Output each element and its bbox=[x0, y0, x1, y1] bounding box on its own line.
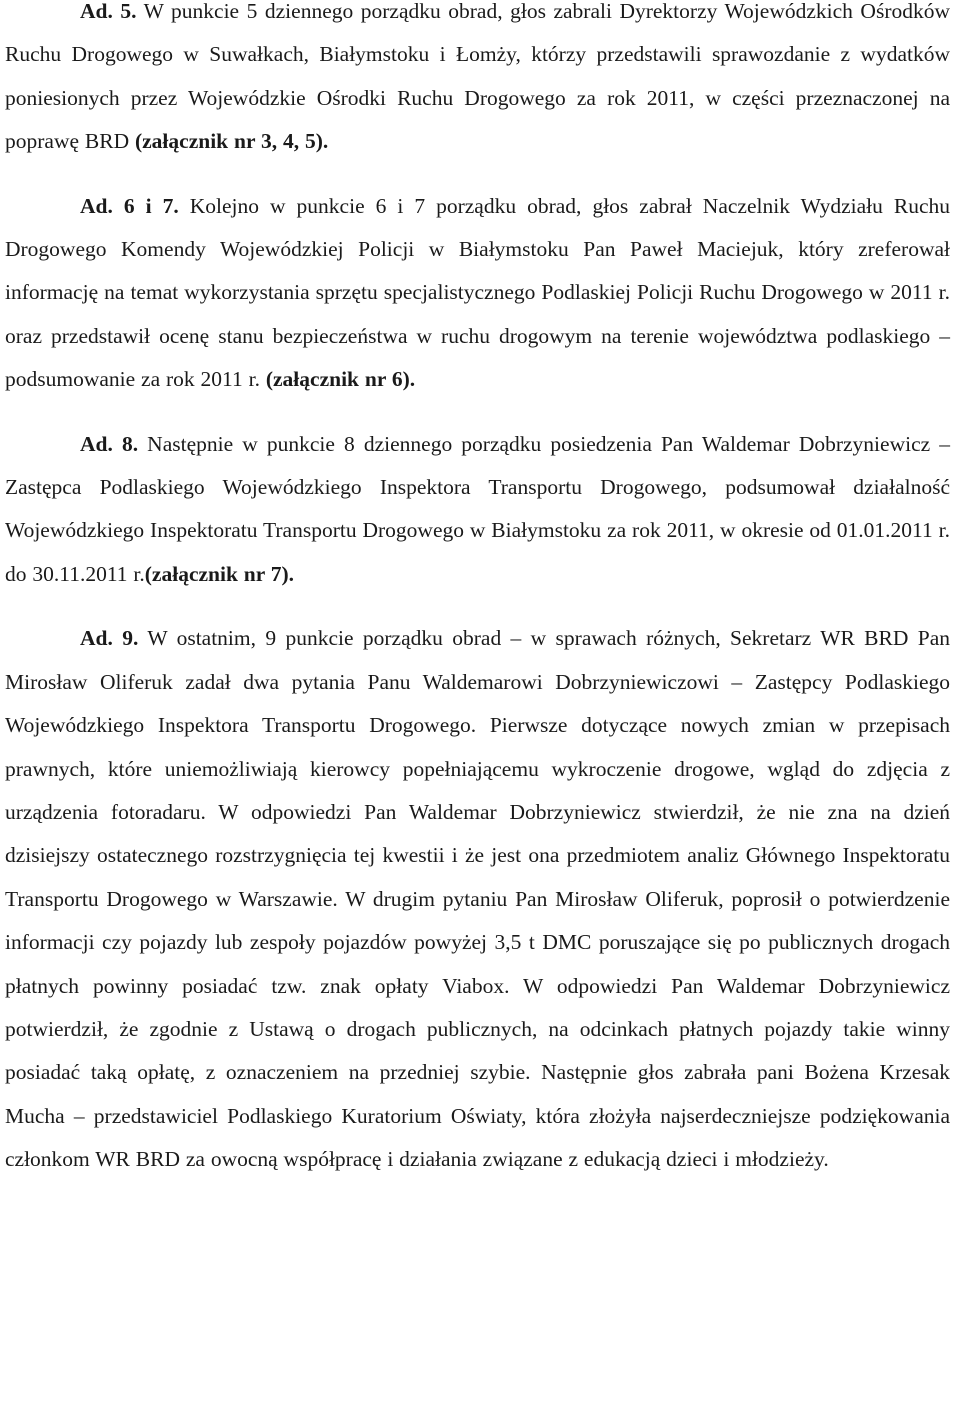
paragraph-heading: Ad. 5. bbox=[80, 0, 137, 23]
attachment-reference: (załącznik nr 6). bbox=[265, 367, 416, 392]
paragraph-heading: Ad. 6 i 7. bbox=[80, 193, 179, 218]
paragraph-ad-9 bbox=[5, 617, 950, 1181]
paragraph-ad-8 bbox=[5, 423, 950, 597]
paragraph-heading: Ad. 8. bbox=[80, 431, 139, 456]
paragraph-heading: Ad. 9. bbox=[80, 626, 139, 651]
paragraph-text: Kolejno w punkcie 6 i 7 porządku obrad, głos zabrał Naczelnik Wydziału Ruchu Drogowego Komendy Wojewódzkiej Policji w Białymstoku Pan Paweł Maciejuk, który zreferował informację na temat wykorzystania sprzętu specjalistycznego Podlaskiej Policji Ruchu Drogowego w 2011 r. oraz przedstawił ocenę stanu bezpieczeństwa w ruchu drogowym na terenie województwa podlaskiego – podsumowanie za rok 2011 r. bbox=[5, 193, 950, 392]
paragraph-ad-5 bbox=[5, 0, 950, 164]
paragraph-text: W punkcie 5 dziennego porządku obrad, głos zabrali Dyrektorzy Wojewódzkich Ośrodków Ruchu Drogowego w Suwałkach, Białymstoku i Łomży, którzy przedstawili sprawozdanie z wydatków poniesionych przez Wojewódzkie Ośrodki Ruchu Drogowego za rok 2011, w części przeznaczonej na poprawę BRD bbox=[5, 0, 951, 154]
attachment-reference: (załącznik nr 3, 4, 5). bbox=[134, 129, 329, 154]
paragraph-text: W ostatnim, 9 punkcie porządku obrad – w sprawach różnych, Sekretarz WR BRD Pan Mirosław Oliferuk zadał dwa pytania Panu Waldemarowi Dobrzyniewiczowi – Zastępcy Podlaskiego Wojewódzkiego Inspektora Transportu Drogowego. Pierwsze dotyczące nowych zmian w przepisach prawnych, które uniemożliwiają kierowcy popełniającemu wykroczenie drogowe, wgląd do zdjęcia z urządzenia fotoradaru. W odpowiedzi Pan Waldemar Dobrzyniewicz stwierdził, że nie zna na dzień dzisiejszy ostatecznego rozstrzygnięcia tej kwestii i że jest ona przedmiotem analiz Głównego Inspektoratu Transportu Drogowego w Warszawie. W drugim pytaniu Pan Mirosław Oliferuk, poprosił o potwierdzenie informacji czy pojazdy lub zespoły pojazdów powyżej 3,5 t DMC poruszające się po publicznych drogach płatnych powinny posiadać tzw. znak opłaty Viabox. W odpowiedzi Pan Waldemar Dobrzyniewicz potwierdził, że zgodnie z Ustawą o drogach publicznych, na odcinkach płatnych pojazdy takie winny posiadać taką opłatę, z oznaczeniem na przedniej szybie. Następnie głos zabrała pani Bożena Krzesak Mucha – przedstawiciel Podlaskiego Kuratorium Oświaty, która złożyła najserdeczniejsze podziękowania członkom WR BRD za owocną współpracę i działania związane z edukacją dzieci i młodzieży. bbox=[5, 626, 950, 1172]
attachment-reference: (załącznik nr 7). bbox=[144, 561, 295, 586]
paragraph-ad-6-7 bbox=[5, 185, 950, 402]
paragraph-text: Następnie w punkcie 8 dziennego porządku posiedzenia Pan Waldemar Dobrzyniewicz – Zastępca Podlaskiego Wojewódzkiego Inspektora Transportu Drogowego, podsumował działalność Wojewódzkiego Inspektoratu Transportu Drogowego w Białymstoku za rok 2011, w okresie od 01.01.2011 r. do 30.11.2011 r. bbox=[5, 431, 950, 586]
